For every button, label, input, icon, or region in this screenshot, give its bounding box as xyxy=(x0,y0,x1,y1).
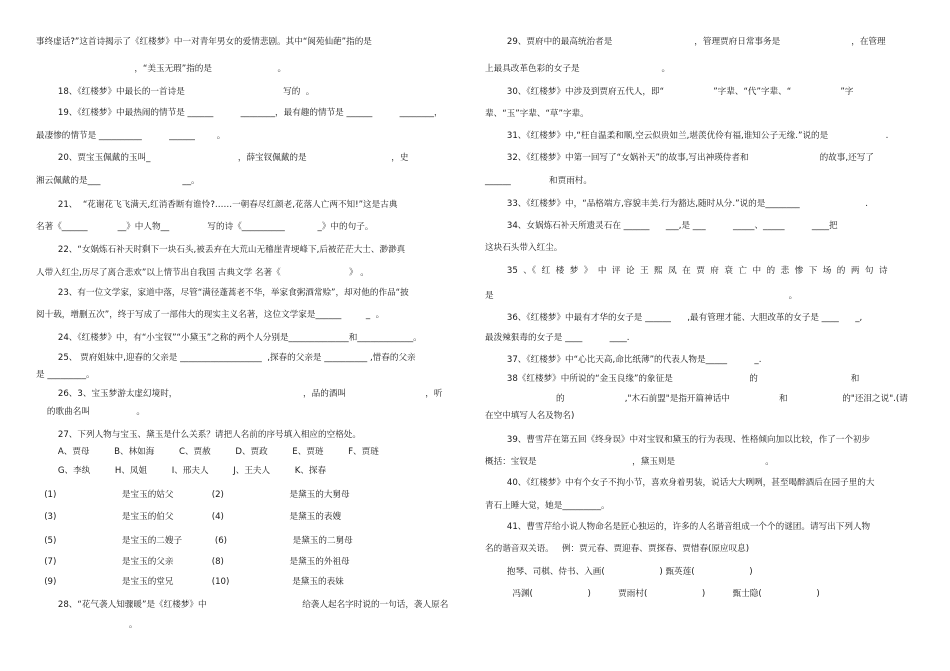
text-line: (9) 是宝玉的堂兄 (10) 是黛玉的表妹 xyxy=(36,577,344,587)
text-line: 20、贾宝玉佩戴的玉叫_ ，薛宝钗佩戴的是 ，史 xyxy=(36,153,409,163)
text-line: 的 ,"木石前盟"是指开篇神话中 和 的"还泪之说".(请 xyxy=(485,394,908,404)
text-line: 27、下列人物与宝玉、黛玉是什么关系？请把人名前的序号填入相应的空格处。 xyxy=(36,430,361,440)
text-line: 35 、《 红 楼 梦 》 中 评 论 王 熙 凤 在 贾 府 衰 亡 中 的 悲 惨 下 场 的 两 句 诗 xyxy=(485,266,888,276)
text-line: (7) 是宝玉的父亲 (8) 是黛玉的外祖母 xyxy=(36,557,350,567)
text-line: 28、“花气袭人知骤暖”是《红楼梦》中 给袭人起名字时说的一句话，袭人原名 xyxy=(36,600,449,610)
text-line: (1) 是宝玉的姑父 (2) 是黛玉的大舅母 xyxy=(36,490,350,500)
text-line: 的歌曲名叫 。 xyxy=(36,407,145,417)
text-line: 33、《红楼梦》中，“品格端方,容貌丰美.行为豁达,随时从分.”说的是________ . xyxy=(485,199,869,209)
text-line: 上最具改革色彩的女子是 。 xyxy=(485,64,671,74)
text-line: 是 。 xyxy=(485,291,798,301)
text-line: 名的谐音双关语。 例：贾元春、贾迎春、贾探春、贾惜春(原应叹息) xyxy=(485,544,750,554)
text-line: G、李纨 H、凤姐 I、邢夫人 J、王夫人 K、探春 xyxy=(36,466,327,476)
text-line: 30、《红楼梦》中涉及到贾府五代人，即“ ”字辈、“代”字辈、“ ”字 xyxy=(485,87,854,97)
text-line: 名著《______ __》中人物__ 写的诗《__________ _》中的句子。 xyxy=(36,222,374,232)
text-line: 阅十载，增删五次”，终于写成了一部伟大的现实主义名著，这位文学家是______ _ 。 xyxy=(36,310,385,320)
text-line: (3) 是宝玉的伯父 (4) 是黛玉的表嫂 xyxy=(36,512,342,522)
text-line: 冯渊( ) 贾雨村( ) 甄士隐( ) xyxy=(485,589,820,599)
text-line: 辈、“玉”字辈、“草”字辈。 xyxy=(485,109,589,119)
text-line: 34、女娲炼石补天所遗灵石在 ______ ___,是 ___ _____、_____ ____把 xyxy=(485,221,838,231)
text-line: 22、“女娲炼石补天时剩下一块石头,被丢弃在大荒山无稽崖青埂峰下,后被茫茫大士、渺渺真 xyxy=(36,245,406,255)
text-line: (5) 是宝玉的二嫂子 (6) 是黛玉的二舅母 xyxy=(36,536,353,546)
text-line: 24、《红楼梦》中，有“小宝钗”“小黛玉”之称的两个人分别是______________和_____________。 xyxy=(36,333,422,343)
text-line: 21、 “花谢花飞飞满天,红消香断有谁怜?……一朝春尽红颜老,花落人亡两不知!”这是古典 xyxy=(36,200,398,210)
text-line: 事终虚话?”这首诗揭示了《红楼梦》中一对青年男女的爱情悲剧。其中“阆苑仙葩”指的是 xyxy=(36,37,372,47)
text-line: 31、《红楼梦》中,“枉自温柔和顺,空云似贵如兰,堪羡优伶有福,谁知公子无缘.”说的是 . xyxy=(485,131,889,141)
text-line: ，“美玉无瑕”指的是 。 xyxy=(36,64,287,74)
text-line: 最凄惨的情节是 __________ ______ 。 xyxy=(36,131,226,141)
text-line: 人带入红尘,历尽了离合悲欢”以上情节出自我国 古典文学 名著《 》 。 xyxy=(36,268,369,278)
text-line: 青石上睡大觉，她是_________。 xyxy=(485,501,610,511)
text-line: 41、曹雪芹给小说人物命名是匠心独运的，许多的人名谐音组成一个个的谜团。请写出下列人物 xyxy=(485,522,871,532)
text-line: 23、有一位文学家，家道中落，尽管“满径蓬蒿老不华，举家食粥酒常赊”，却对他的作品“披 xyxy=(36,288,409,298)
text-line: 最泼辣狠毒的女子是 ____ ____. xyxy=(485,333,630,343)
text-line: 18、《红楼梦》中最长的一首诗是 写的 。 xyxy=(36,87,315,97)
text-line: ______ 和贾雨村。 xyxy=(485,176,592,186)
text-line: 38《红楼梦》中所说的“金玉良缘”的象征是 的 和 xyxy=(485,374,860,384)
text-line: 是 _________。 xyxy=(36,370,95,380)
text-line: 概括：宝钗是 ，黛玉则是 。 xyxy=(485,457,774,467)
text-line: 25、 贾府姐妹中,迎春的父亲是 ___________________ ,探春的父亲是 __________ ,惜春的父亲 xyxy=(36,353,416,363)
text-line: 39、曹雪芹在第五回《终身误》中对宝钗和黛玉的行为表现、性格倾向加以比较，作了一个初步 xyxy=(485,435,871,445)
text-line: 37、《红楼梦》中“心比天高,命比纸薄”的代表人物是_____ _. xyxy=(485,355,762,365)
text-line: 40、《红楼梦》中有个女子不拘小节，喜欢身着男装，说话大大咧咧，甚至喝醉酒后在园子里的大 xyxy=(485,478,875,488)
text-line: 19、《红楼梦》中最热闹的情节是 ______ ________，最有趣的情节是 ______ ________， xyxy=(36,108,443,118)
text-line: 36、《红楼梦》中最有才华的女子是 ______ ,最有管理才能、大胆改革的女子是 ____ _, xyxy=(485,313,863,323)
text-line: 26、3、宝玉梦游太虚幻境时， ，品的酒叫 ，听 xyxy=(36,389,443,399)
text-line: A、贾母 B、林如海 C、贾赦 D、贾政 E、贾琏 F、贾琏 xyxy=(36,447,379,457)
text-line: 这块石头带入红尘。 xyxy=(485,243,563,253)
text-line: 湘云佩戴的是___ __。 xyxy=(36,176,200,186)
text-line: 32、《红楼梦》中第一回写了“女娲补天”的故事,写出神瑛侍者和 的故事,还写了 xyxy=(485,153,874,163)
text-line: 。 xyxy=(36,620,138,630)
text-line: 抱琴、司棋、侍书、入画( ) 甄英莲( ) xyxy=(485,567,753,577)
text-line: 29、贾府中的最高统治者是 ，管理贾府日常事务是 ，在管理 xyxy=(485,37,886,47)
text-line: 在空中填写人名及物名) xyxy=(485,411,575,421)
